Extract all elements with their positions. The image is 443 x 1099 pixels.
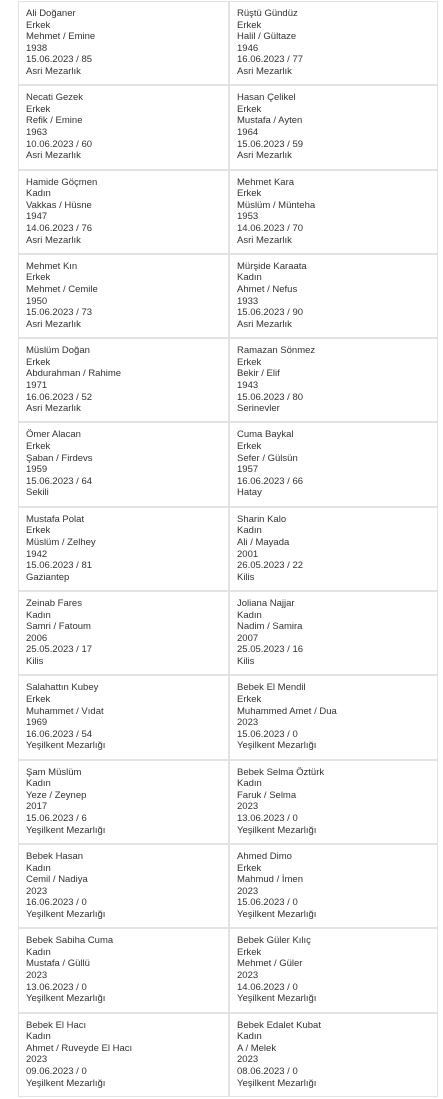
record-card [229, 844, 438, 928]
record-date-age: 15.06.2023 / 0 [237, 728, 298, 740]
record-parents: Halil / Gültaze [237, 31, 297, 43]
record-card [229, 760, 438, 844]
record-gender: Erkek [26, 441, 51, 453]
record-row [0, 254, 443, 338]
record-parents: Mehmet / Güler [237, 958, 303, 970]
record-birth-year: 1938 [26, 42, 48, 54]
record-birth-year: 1957 [237, 464, 259, 476]
record-cemetery: Gaziantep [26, 571, 70, 583]
record-row [0, 1013, 443, 1097]
record-cemetery: Yeşilkent Mezarlığı [237, 908, 317, 920]
record-row [0, 1, 443, 85]
record-parents: Müslüm / Zelhey [26, 536, 96, 548]
record-date-age: 15.06.2023 / 85 [26, 54, 93, 66]
record-birth-year: 2017 [26, 801, 48, 813]
record-name: Mehmet Kın [26, 260, 78, 272]
record-birth-year: 2023 [26, 885, 48, 897]
record-gender: Kadın [237, 778, 262, 790]
record-date-age: 13.06.2023 / 0 [26, 981, 87, 993]
record-parents: Abdurahman / Rahime [26, 368, 122, 380]
record-parents: Refik / Emine [26, 115, 83, 127]
record-name: Salahattın Kubey [26, 682, 99, 694]
record-gender: Kadın [237, 1031, 262, 1043]
record-parents: Nadim / Samira [237, 621, 303, 633]
record-birth-year: 2023 [237, 1054, 259, 1066]
record-date-age: 15.06.2023 / 90 [237, 307, 304, 319]
record-name: Sharin Kalo [237, 513, 287, 525]
record-birth-year: 2007 [237, 632, 259, 644]
record-gender: Kadın [26, 188, 51, 200]
record-gender: Erkek [237, 441, 262, 453]
record-name: Bebek Hasan [26, 850, 84, 862]
record-row [0, 422, 443, 506]
record-cemetery: Yeşilkent Mezarlığı [237, 993, 317, 1005]
record-parents: Şaban / Firdevs [26, 452, 93, 464]
record-name: Cuma Baykal [237, 429, 294, 441]
record-card [229, 85, 438, 169]
record-parents: Bekir / Elif [237, 368, 280, 380]
record-parents: Müslüm / Münteha [237, 199, 316, 211]
record-parents: Mahmud / İmen [237, 874, 303, 886]
record-date-age: 25.05.2023 / 16 [237, 644, 304, 656]
record-gender: Erkek [237, 356, 262, 368]
record-card [18, 422, 229, 506]
record-birth-year: 1959 [26, 464, 48, 476]
record-name: Zeinab Fares [26, 598, 82, 610]
record-parents: Muhammet / Vıdat [26, 705, 104, 717]
record-parents: Mehmet / Cemile [26, 284, 98, 296]
record-gender: Erkek [26, 525, 51, 537]
record-birth-year: 1933 [237, 295, 259, 307]
record-card [18, 170, 229, 254]
record-birth-year: 2023 [237, 801, 259, 813]
record-date-age: 26.05.2023 / 22 [237, 560, 304, 572]
record-birth-year: 1953 [237, 211, 259, 223]
record-name: Mehmet Kara [237, 176, 295, 188]
record-cemetery: Yeşilkent Mezarlığı [237, 740, 317, 752]
record-birth-year: 2001 [237, 548, 259, 560]
record-date-age: 10.06.2023 / 60 [26, 138, 93, 150]
record-row [0, 675, 443, 759]
record-gender: Erkek [26, 272, 51, 284]
record-date-age: 15.06.2023 / 64 [26, 475, 93, 487]
record-date-age: 15.06.2023 / 81 [26, 560, 93, 572]
record-name: Şam Müslüm [26, 766, 82, 778]
record-cemetery: Kilis [237, 571, 255, 583]
record-row [0, 507, 443, 591]
record-name: Ramazan Sönmez [237, 345, 316, 357]
record-name: Ömer Alacan [26, 429, 81, 441]
record-name: Müslüm Doğan [26, 345, 90, 357]
record-gender: Kadın [26, 946, 51, 958]
record-name: Bebek Güler Kılıç [237, 935, 311, 947]
record-card [18, 1013, 229, 1097]
record-parents: Mustafa / Güllü [26, 958, 90, 970]
record-date-age: 15.06.2023 / 73 [26, 307, 93, 319]
record-parents: Mehmet / Emine [26, 31, 96, 43]
record-parents: Ali / Mayada [237, 536, 290, 548]
record-parents: Cemil / Nadiya [26, 874, 88, 886]
record-date-age: 14.06.2023 / 76 [26, 222, 93, 234]
record-card [18, 254, 229, 338]
record-row [0, 928, 443, 1012]
record-cemetery: Asri Mezarlık [26, 403, 81, 415]
record-row [0, 170, 443, 254]
record-date-age: 13.06.2023 / 0 [237, 813, 298, 825]
record-name: Mustafa Polat [26, 513, 85, 525]
record-card [18, 760, 229, 844]
record-gender: Kadın [237, 272, 262, 284]
record-date-age: 16.06.2023 / 77 [237, 54, 304, 66]
record-cemetery: Asri Mezarlık [237, 65, 292, 77]
record-birth-year: 1971 [26, 379, 48, 391]
record-row [0, 760, 443, 844]
record-parents: Muhammed Amet / Dua [237, 705, 337, 717]
record-gender: Erkek [237, 693, 262, 705]
record-card [229, 338, 438, 422]
record-gender: Erkek [26, 103, 51, 115]
record-date-age: 25.05.2023 / 17 [26, 644, 93, 656]
record-name: Ali Doğaner [26, 8, 76, 19]
record-card [18, 844, 229, 928]
record-parents: Yeze / Zeynep [26, 789, 87, 801]
record-name: Joliana Najjar [237, 598, 295, 610]
record-cemetery: Yeşilkent Mezarlığı [26, 1077, 106, 1089]
record-card [229, 591, 438, 675]
record-birth-year: 2023 [26, 1054, 48, 1066]
record-cemetery: Asri Mezarlık [237, 150, 292, 162]
record-cemetery: Asri Mezarlık [26, 65, 81, 77]
record-cemetery: Asri Mezarlık [237, 234, 292, 246]
record-date-age: 14.06.2023 / 70 [237, 222, 304, 234]
record-cemetery: Yeşilkent Mezarlığı [237, 824, 317, 836]
record-cemetery: Kilis [26, 656, 44, 668]
record-parents: Vakkas / Hüsne [26, 199, 92, 211]
record-card [18, 85, 229, 169]
record-cemetery: Yeşilkent Mezarlığı [237, 1077, 317, 1089]
record-gender: Kadın [26, 778, 51, 790]
record-card [229, 1013, 438, 1097]
record-card [18, 928, 229, 1012]
record-birth-year: 2023 [237, 717, 259, 729]
record-name: Rüştü Gündüz [237, 8, 298, 19]
record-date-age: 14.06.2023 / 0 [237, 981, 298, 993]
record-name: Hasan Çelikel [237, 92, 296, 104]
record-parents: Sefer / Gülsün [237, 452, 298, 464]
record-card [18, 675, 229, 759]
record-gender: Erkek [237, 188, 262, 200]
record-cemetery: Hatay [237, 487, 262, 499]
record-date-age: 15.06.2023 / 59 [237, 138, 304, 150]
record-cemetery: Asri Mezarlık [26, 234, 81, 246]
record-card [229, 170, 438, 254]
record-name: Bebek Selma Öztürk [237, 766, 325, 778]
record-cemetery: Asri Mezarlık [26, 150, 81, 162]
record-cemetery: Kilis [237, 656, 255, 668]
record-date-age: 16.06.2023 / 66 [237, 475, 304, 487]
record-cemetery: Yeşilkent Mezarlığı [26, 824, 106, 836]
record-card [229, 507, 438, 591]
record-card [229, 928, 438, 1012]
record-birth-year: 1963 [26, 127, 48, 139]
record-birth-year: 2023 [26, 970, 48, 982]
record-date-age: 15.06.2023 / 6 [26, 813, 87, 825]
record-card [18, 507, 229, 591]
record-birth-year: 1950 [26, 295, 48, 307]
record-cemetery: Serinevler [237, 403, 280, 415]
record-name: Bebek Sabiha Cuma [26, 935, 114, 947]
record-parents: Ahmet / Ruveyde El Hacı [26, 1042, 133, 1054]
record-parents: Ahmet / Nefus [237, 284, 298, 296]
record-name: Bebek Edalet Kubat [237, 1019, 321, 1031]
record-birth-year: 1946 [237, 42, 259, 54]
record-card [229, 422, 438, 506]
record-birth-year: 1964 [237, 127, 259, 139]
record-name: Hamide Göçmen [26, 176, 98, 188]
record-parents: Samri / Fatoum [26, 621, 91, 633]
record-card [18, 1, 229, 85]
record-birth-year: 1943 [237, 379, 259, 391]
record-parents: A / Melek [237, 1042, 277, 1054]
record-gender: Erkek [237, 862, 262, 874]
record-birth-year: 2023 [237, 885, 259, 897]
record-name: Ahmed Dimo [237, 850, 292, 862]
record-row [0, 85, 443, 169]
record-row [0, 591, 443, 675]
record-row [0, 338, 443, 422]
record-card [229, 1, 438, 85]
record-name: Bebek El Mendil [237, 682, 306, 694]
record-cemetery: Asri Mezarlık [26, 318, 81, 330]
record-cemetery: Yeşilkent Mezarlığı [26, 908, 106, 920]
record-birth-year: 1969 [26, 717, 48, 729]
record-date-age: 15.06.2023 / 0 [237, 897, 298, 909]
record-parents: Mustafa / Ayten [237, 115, 303, 127]
record-gender: Kadın [26, 609, 51, 621]
record-cemetery: Asri Mezarlık [237, 318, 292, 330]
record-card [18, 338, 229, 422]
record-name: Mürşide Karaata [237, 260, 307, 272]
record-birth-year: 2023 [237, 970, 259, 982]
record-date-age: 16.06.2023 / 0 [26, 897, 87, 909]
record-card [18, 591, 229, 675]
record-gender: Kadın [237, 525, 262, 537]
record-gender: Erkek [237, 946, 262, 958]
record-cemetery: Yeşilkent Mezarlığı [26, 993, 106, 1005]
record-card [229, 254, 438, 338]
record-date-age: 09.06.2023 / 0 [26, 1065, 87, 1077]
record-cemetery: Sekili [26, 487, 49, 499]
record-parents: Faruk / Selma [237, 789, 297, 801]
record-date-age: 15.06.2023 / 80 [237, 391, 304, 403]
record-birth-year: 2006 [26, 632, 48, 644]
record-date-age: 16.06.2023 / 52 [26, 391, 93, 403]
record-gender: Kadın [237, 609, 262, 621]
record-gender: Erkek [26, 356, 51, 368]
record-birth-year: 1942 [26, 548, 48, 560]
record-card [229, 675, 438, 759]
record-date-age: 08.06.2023 / 0 [237, 1065, 298, 1077]
record-gender: Erkek [237, 19, 262, 31]
record-gender: Erkek [237, 103, 262, 115]
record-gender: Erkek [26, 693, 51, 705]
record-gender: Kadın [26, 1031, 51, 1043]
record-name: Necati Gezek [26, 92, 84, 104]
record-date-age: 16.06.2023 / 54 [26, 728, 93, 740]
record-gender: Kadın [26, 862, 51, 874]
record-gender: Erkek [26, 19, 51, 31]
record-birth-year: 1947 [26, 211, 48, 223]
record-cemetery: Yeşilkent Mezarlığı [26, 740, 106, 752]
record-row [0, 844, 443, 928]
record-name: Bebek El Hacı [26, 1019, 87, 1031]
